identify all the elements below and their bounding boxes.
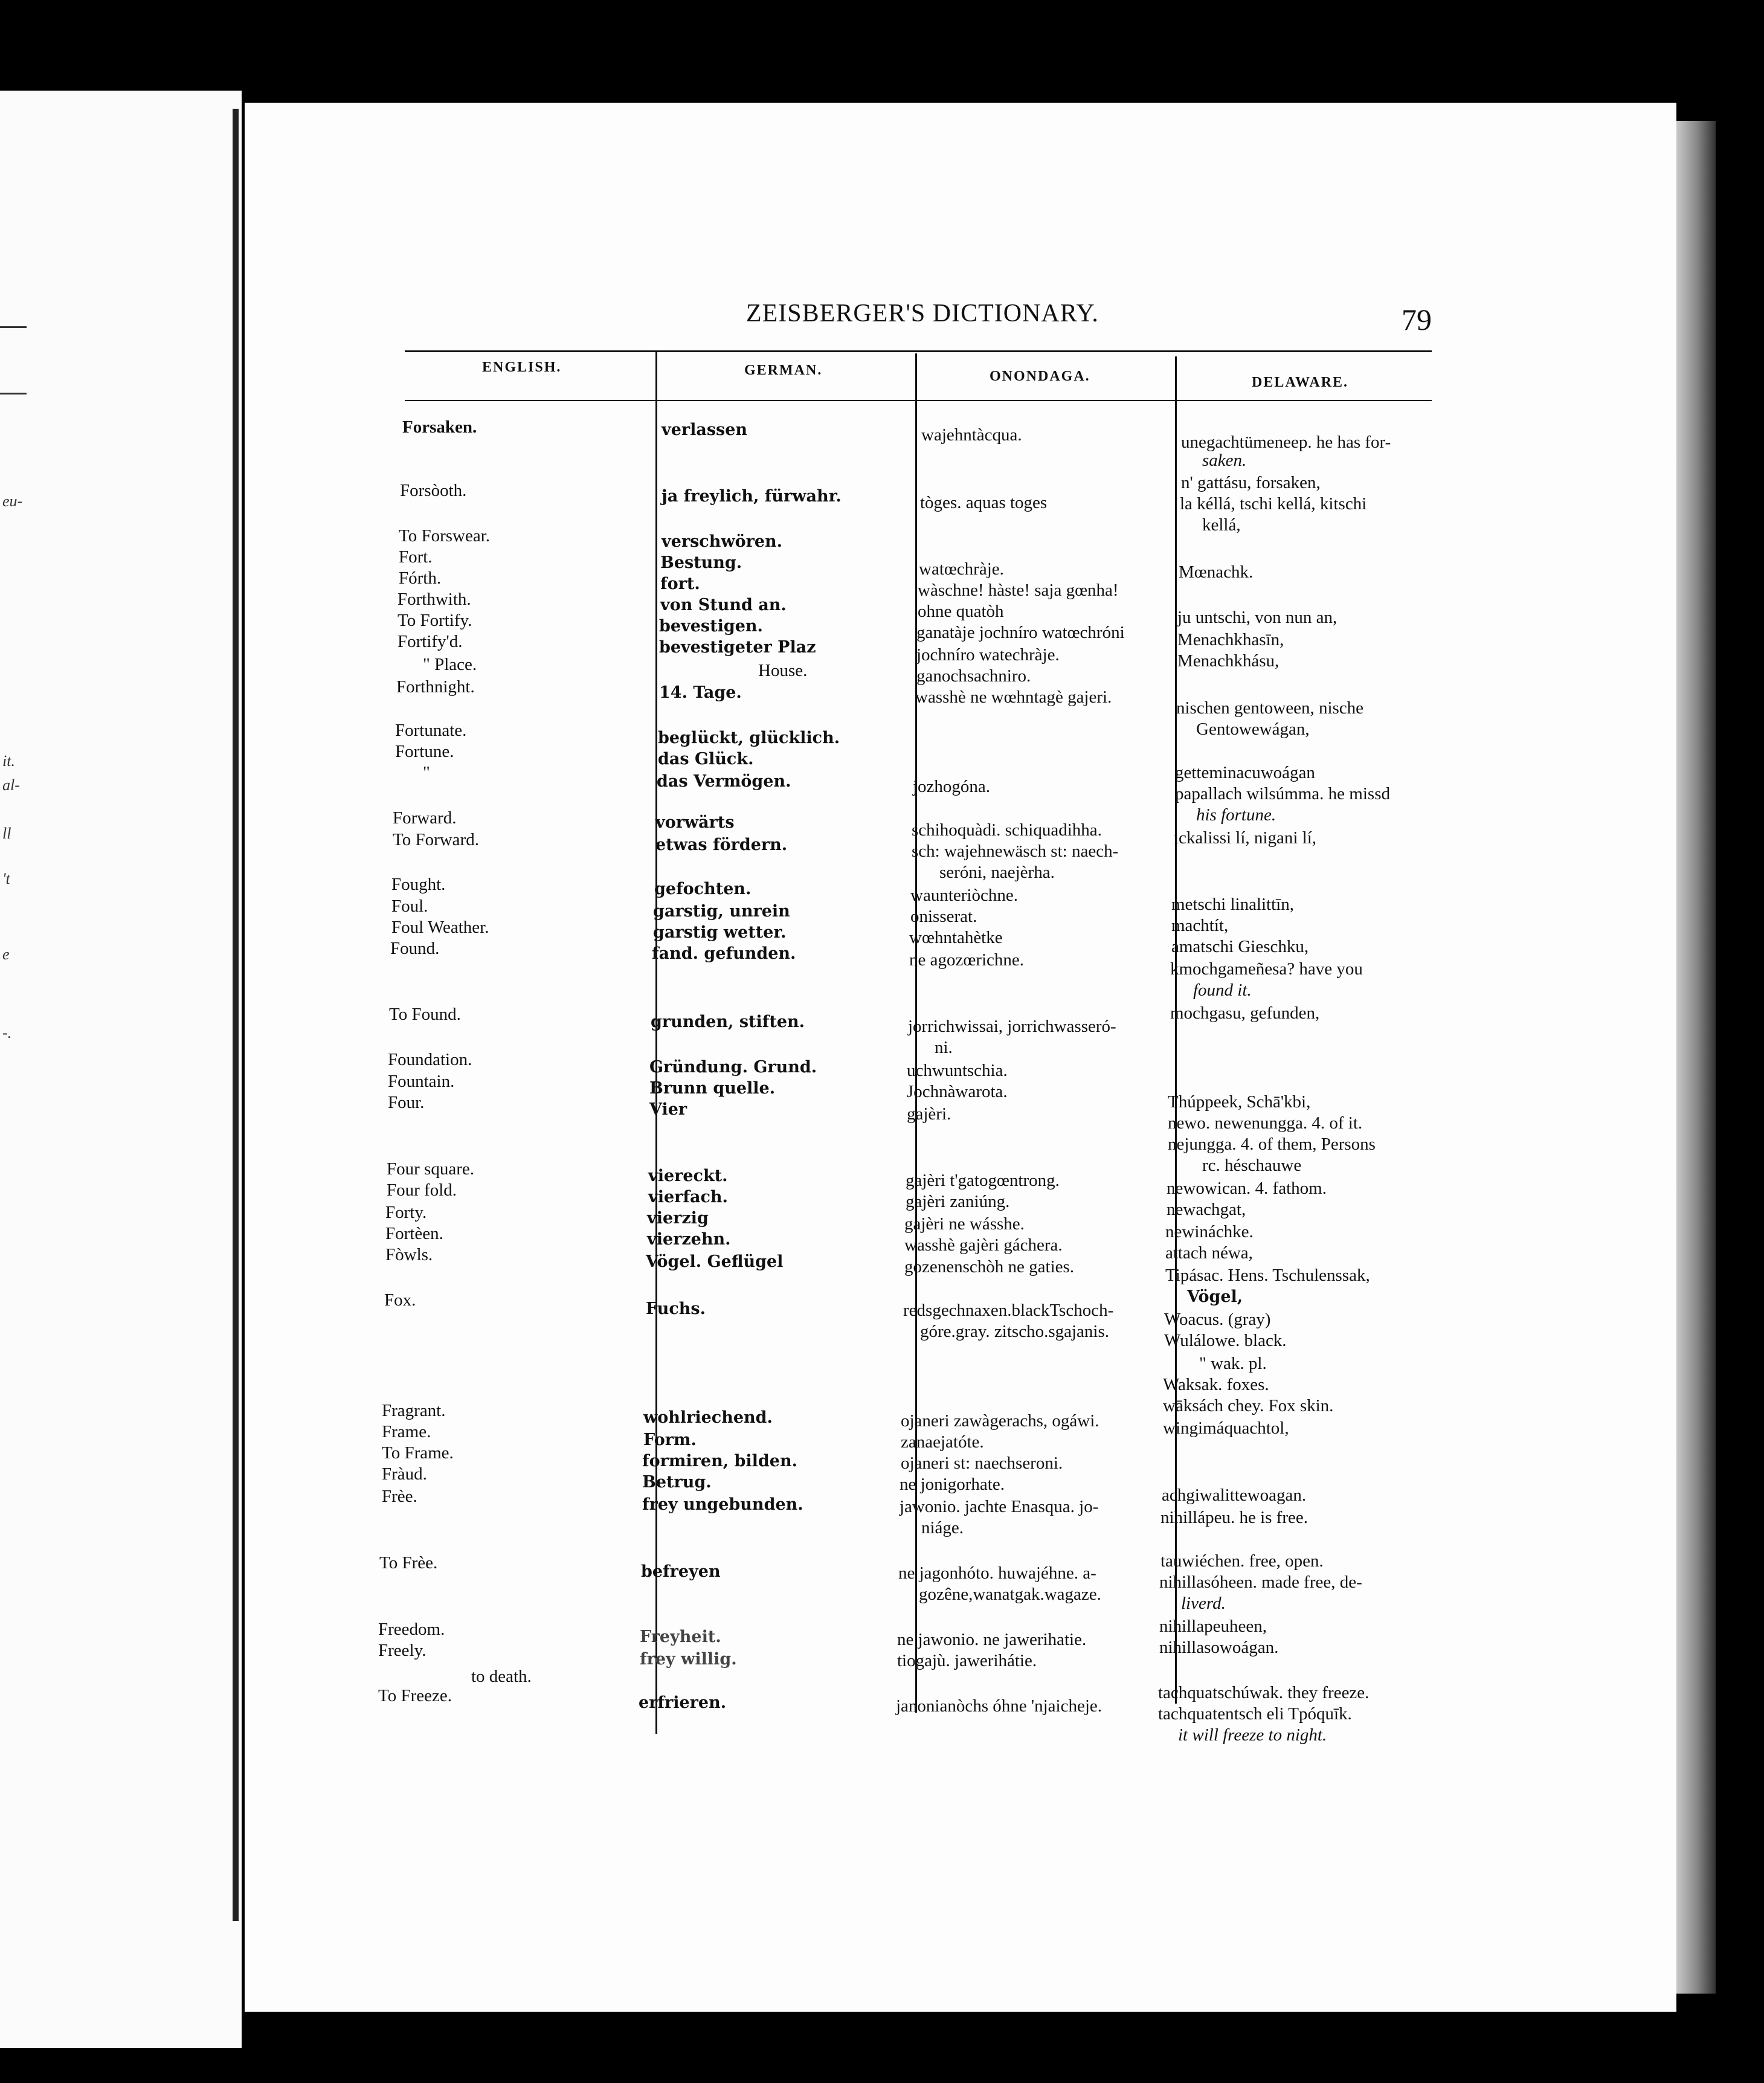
english-entry: Fortune. <box>395 742 454 761</box>
english-entry: Forsaken. <box>402 417 477 437</box>
english-entry: Fortunate. <box>395 721 467 740</box>
german-entry: frey ungebunden. <box>642 1495 803 1514</box>
german-entry: Vier <box>649 1100 687 1119</box>
delaware-entry: nihillapeuheen, <box>1159 1617 1267 1636</box>
delaware-entry: liverd. <box>1181 1594 1226 1613</box>
onondaga-entry: schihoquàdi. schiquadihha. <box>912 820 1102 840</box>
column-header-rule <box>405 400 1432 401</box>
english-entry: Frame. <box>382 1422 431 1441</box>
english-entry: Foul Weather. <box>391 918 489 937</box>
onondaga-entry: watœchràje. <box>919 559 1004 579</box>
delaware-entry: Menachkhásu, <box>1177 651 1280 671</box>
book-spine <box>233 109 239 1921</box>
facing-page-fragment: -. <box>2 1024 12 1042</box>
onondaga-entry: redsgechnaxen.blackTschoch- <box>903 1301 1114 1320</box>
delaware-entry: wingimáquachtol, <box>1163 1418 1289 1438</box>
german-entry: formiren, bilden. <box>642 1452 797 1470</box>
delaware-entry: Woacus. (gray) <box>1164 1310 1271 1329</box>
german-entry: erfrieren. <box>639 1693 727 1712</box>
german-entry: das Vermögen. <box>657 772 791 791</box>
column-header-english: ENGLISH. <box>482 359 562 375</box>
german-entry: viereckt. <box>648 1167 728 1185</box>
onondaga-entry: ne jagonhóto. huwajéhne. a- <box>898 1563 1096 1583</box>
onondaga-entry: gajèri zaniúng. <box>906 1192 1010 1211</box>
column-divider <box>655 350 657 1734</box>
english-entry: To Frèe. <box>379 1553 438 1573</box>
german-entry: vierzehn. <box>647 1230 731 1249</box>
english-entry: Frèe. <box>382 1487 417 1506</box>
german-entry: frey willig. <box>640 1650 737 1669</box>
delaware-entry: ickalissi lí, nigani lí, <box>1174 828 1317 848</box>
delaware-entry: attach néwa, <box>1165 1243 1253 1263</box>
onondaga-entry: sch: wajehnewäsch st: naech- <box>912 842 1119 861</box>
delaware-entry: Thúppeek, Schā'kbi, <box>1168 1092 1311 1112</box>
german-entry: von Stund an. <box>660 596 787 614</box>
english-entry: Fought. <box>391 875 446 894</box>
english-entry: Fort. <box>399 547 433 567</box>
german-entry: fand. gefunden. <box>652 944 796 963</box>
delaware-entry: Vögel, <box>1187 1287 1243 1306</box>
delaware-entry: Waksak. foxes. <box>1163 1375 1269 1394</box>
german-entry: House. <box>758 661 808 680</box>
english-entry: Fràud. <box>382 1464 427 1484</box>
onondaga-entry: ne jawonio. ne jawerihatie. <box>897 1630 1087 1649</box>
onondaga-entry: waunteriòchne. <box>910 886 1018 905</box>
facing-page-fragment: it. <box>2 752 15 770</box>
english-entry: Freedom. <box>378 1620 445 1639</box>
english-entry: Found. <box>390 939 440 958</box>
delaware-entry: amatschi Gieschku, <box>1171 937 1309 956</box>
delaware-entry: found it. <box>1193 980 1252 1000</box>
english-entry: To Fortify. <box>398 611 472 630</box>
onondaga-entry: ojaneri st: naechseroni. <box>901 1454 1063 1473</box>
english-entry: Forthnight. <box>396 677 475 697</box>
delaware-entry: his fortune. <box>1196 805 1276 825</box>
onondaga-entry: wajehntàcqua. <box>921 425 1022 445</box>
facing-page-fragment: eu- <box>2 492 23 510</box>
german-entry: etwas fördern. <box>655 835 788 854</box>
german-entry: befreyen <box>641 1562 721 1581</box>
delaware-entry: " wak. pl. <box>1199 1354 1267 1373</box>
english-entry: Fortify'd. <box>398 632 463 651</box>
onondaga-entry: ohne quatòh <box>918 602 1004 621</box>
english-entry: Forward. <box>393 808 457 828</box>
header-rule <box>405 350 1432 352</box>
delaware-entry: tachquatentsch eli Tpóquīk. <box>1158 1704 1352 1724</box>
english-entry: Fortèen. <box>385 1224 443 1243</box>
delaware-entry: nejungga. 4. of them, Persons <box>1168 1135 1376 1154</box>
delaware-entry: newo. newenungga. 4. of it. <box>1168 1113 1363 1133</box>
german-entry: Vögel. Geflügel <box>646 1252 784 1271</box>
onondaga-entry: uchwuntschia. <box>907 1061 1008 1080</box>
delaware-entry: newináchke. <box>1165 1222 1254 1241</box>
english-entry: Four. <box>388 1093 425 1112</box>
german-entry: ja freylich, fürwahr. <box>662 487 842 506</box>
german-entry: beglückt, glücklich. <box>658 729 840 747</box>
delaware-entry: tauwiéchen. free, open. <box>1160 1551 1324 1571</box>
english-entry: Four fold. <box>387 1180 457 1200</box>
onondaga-entry: wœhntahètke <box>909 928 1003 947</box>
onondaga-entry: tiogajù. jawerihátie. <box>897 1651 1037 1670</box>
english-entry: Freely. <box>378 1641 427 1660</box>
german-entry: das Glück. <box>658 750 754 768</box>
english-entry: To Forward. <box>393 830 479 849</box>
facing-page-fragment: al- <box>2 776 20 794</box>
onondaga-entry: jawonio. jachte Enasqua. jo- <box>900 1497 1099 1516</box>
onondaga-entry: góre.gray. zitscho.sgajanis. <box>920 1322 1109 1341</box>
german-entry: Form. <box>643 1431 697 1449</box>
german-entry: bevestigen. <box>659 617 763 636</box>
english-entry: Foundation. <box>388 1050 472 1069</box>
english-entry: Fórth. <box>399 568 442 588</box>
delaware-entry: nihillasóheen. made free, de- <box>1159 1573 1362 1592</box>
german-entry: verlassen <box>662 420 748 439</box>
facing-page-fragment: 't <box>2 870 10 887</box>
onondaga-entry: ojaneri zawàgerachs, ogáwi. <box>901 1411 1099 1431</box>
delaware-entry: newowican. 4. fathom. <box>1167 1179 1327 1198</box>
page-number: 79 <box>1402 303 1432 336</box>
delaware-entry: getteminacuwoágan <box>1175 763 1315 782</box>
delaware-entry: machtít, <box>1171 916 1229 935</box>
english-entry: Four square. <box>387 1159 474 1179</box>
german-entry: Gründung. Grund. <box>649 1058 817 1077</box>
onondaga-entry: zanaejatóte. <box>901 1432 984 1452</box>
delaware-entry: Gentowewágan, <box>1196 720 1310 739</box>
german-entry: vierzig <box>647 1209 709 1228</box>
delaware-entry: Wulálowe. black. <box>1164 1331 1287 1350</box>
delaware-entry: it will freeze to night. <box>1178 1725 1327 1745</box>
english-entry: Fragrant. <box>382 1401 446 1420</box>
english-entry: to death. <box>471 1667 532 1686</box>
delaware-entry: metschi linalittīn, <box>1171 895 1294 914</box>
onondaga-entry: jorrichwissai, jorrichwasseró- <box>908 1017 1116 1036</box>
german-entry: Freyheit. <box>640 1627 721 1646</box>
column-header-onondaga: ONONDAGA. <box>990 369 1090 384</box>
english-entry: Fountain. <box>388 1072 455 1091</box>
delaware-entry: n' gattásu, forsaken, <box>1181 473 1321 492</box>
german-entry: fort. <box>660 575 700 593</box>
onondaga-entry: jochníro watechràje. <box>916 645 1060 665</box>
delaware-entry: wāksách chey. Fox skin. <box>1163 1396 1334 1415</box>
delaware-entry: Mœnachk. <box>1179 562 1254 582</box>
delaware-entry: tachquatschúwak. they freeze. <box>1158 1683 1370 1702</box>
delaware-entry: unegachtümeneep. he has for- <box>1181 433 1391 452</box>
german-entry: Fuchs. <box>646 1299 706 1318</box>
onondaga-entry: Jochnàwarota. <box>907 1082 1008 1101</box>
onondaga-entry: wasshè ne wœhntagè gajeri. <box>915 687 1112 707</box>
delaware-entry: kellá, <box>1202 515 1241 535</box>
delaware-entry: ju untschi, von nun an, <box>1177 608 1337 627</box>
column-header-german: GERMAN. <box>744 362 823 378</box>
german-entry: wohlriechend. <box>643 1408 773 1427</box>
german-entry: garstig, unrein <box>653 902 790 921</box>
english-entry: Forthwith. <box>398 590 471 609</box>
onondaga-entry: ganochsachniro. <box>916 666 1031 686</box>
onondaga-entry: gajèri. <box>907 1104 951 1124</box>
german-entry: vorwärts <box>655 813 735 832</box>
delaware-entry: Menachkhasīn, <box>1177 630 1284 649</box>
facing-page-rule <box>0 326 27 328</box>
german-entry: 14. Tage. <box>659 683 742 702</box>
onondaga-entry: gozêne,wanatgak.wagaze. <box>919 1585 1101 1604</box>
delaware-entry: achgiwalittewoagan. <box>1162 1486 1307 1505</box>
german-entry: garstig wetter. <box>653 923 787 942</box>
delaware-entry: papallach wilsúmma. he missd <box>1175 784 1390 803</box>
delaware-entry: kmochgameñesa? have you <box>1170 959 1363 979</box>
german-entry: Brunn quelle. <box>649 1079 776 1098</box>
facing-page-fragment: ll <box>2 825 11 842</box>
onondaga-entry: ganatàje jochníro watœchróni <box>916 623 1125 642</box>
english-entry: To Freeze. <box>378 1686 452 1705</box>
english-entry: " Place. <box>423 655 477 674</box>
german-entry: bevestigeter Plaz <box>659 638 816 657</box>
onondaga-entry: wasshè gajèri gáchera. <box>904 1235 1063 1255</box>
delaware-entry: mochgasu, gefunden, <box>1170 1003 1320 1023</box>
onondaga-entry: gajèri t'gatogœntrong. <box>906 1171 1060 1190</box>
german-entry: Bestung. <box>660 553 742 572</box>
onondaga-entry: seróni, naejèrha. <box>939 863 1055 882</box>
english-entry: Forty. <box>385 1203 427 1222</box>
onondaga-entry: wàschne! hàste! saja gœnha! <box>918 581 1119 600</box>
english-entry: " <box>423 763 430 782</box>
page-title: ZEISBERGER'S DICTIONARY. <box>746 300 1099 327</box>
german-entry: gefochten. <box>654 880 752 898</box>
delaware-entry: nischen gentoween, nische <box>1176 698 1364 718</box>
delaware-entry: newachgat, <box>1167 1200 1246 1219</box>
column-header-delaware: DELAWARE. <box>1252 375 1349 390</box>
english-entry: To Found. <box>389 1005 461 1024</box>
onondaga-entry: janonianòchs óhne 'njaicheje. <box>896 1696 1102 1716</box>
facing-page-rule <box>0 393 27 394</box>
english-entry: Forsòoth. <box>400 481 467 500</box>
german-entry: vierfach. <box>648 1188 728 1206</box>
english-entry: To Forswear. <box>399 526 491 546</box>
german-entry: grunden, stiften. <box>651 1013 805 1031</box>
delaware-entry: saken. <box>1202 451 1247 470</box>
onondaga-entry: tòges. aquas toges <box>920 493 1048 512</box>
english-entry: Foul. <box>391 897 428 916</box>
delaware-entry: Tipásac. Hens. Tschulenssak, <box>1165 1266 1370 1285</box>
onondaga-entry: jozhogóna. <box>913 777 991 796</box>
onondaga-entry: ni. <box>935 1038 953 1057</box>
facing-page-fragment: e <box>2 945 10 963</box>
german-entry: Betrug. <box>642 1473 712 1492</box>
delaware-entry: nihillápeu. he is free. <box>1160 1508 1308 1527</box>
delaware-entry: la kéllá, tschi kellá, kitschi <box>1180 494 1367 514</box>
onondaga-entry: onisserat. <box>910 907 977 926</box>
german-entry: verschwören. <box>662 532 783 551</box>
delaware-entry: rc. héschauwe <box>1202 1156 1302 1175</box>
english-entry: Fox. <box>384 1290 416 1310</box>
onondaga-entry: gajèri ne wásshe. <box>904 1214 1025 1234</box>
english-entry: Fòwls. <box>385 1245 433 1264</box>
english-entry: To Frame. <box>382 1443 454 1463</box>
onondaga-entry: gozenenschòh ne gaties. <box>904 1257 1075 1277</box>
onondaga-entry: niáge. <box>921 1518 964 1537</box>
onondaga-entry: ne jonigorhate. <box>900 1475 1005 1494</box>
delaware-entry: nihillasowoágan. <box>1159 1638 1279 1657</box>
onondaga-entry: ne agozœrichne. <box>909 950 1025 970</box>
facing-page <box>0 91 242 2048</box>
